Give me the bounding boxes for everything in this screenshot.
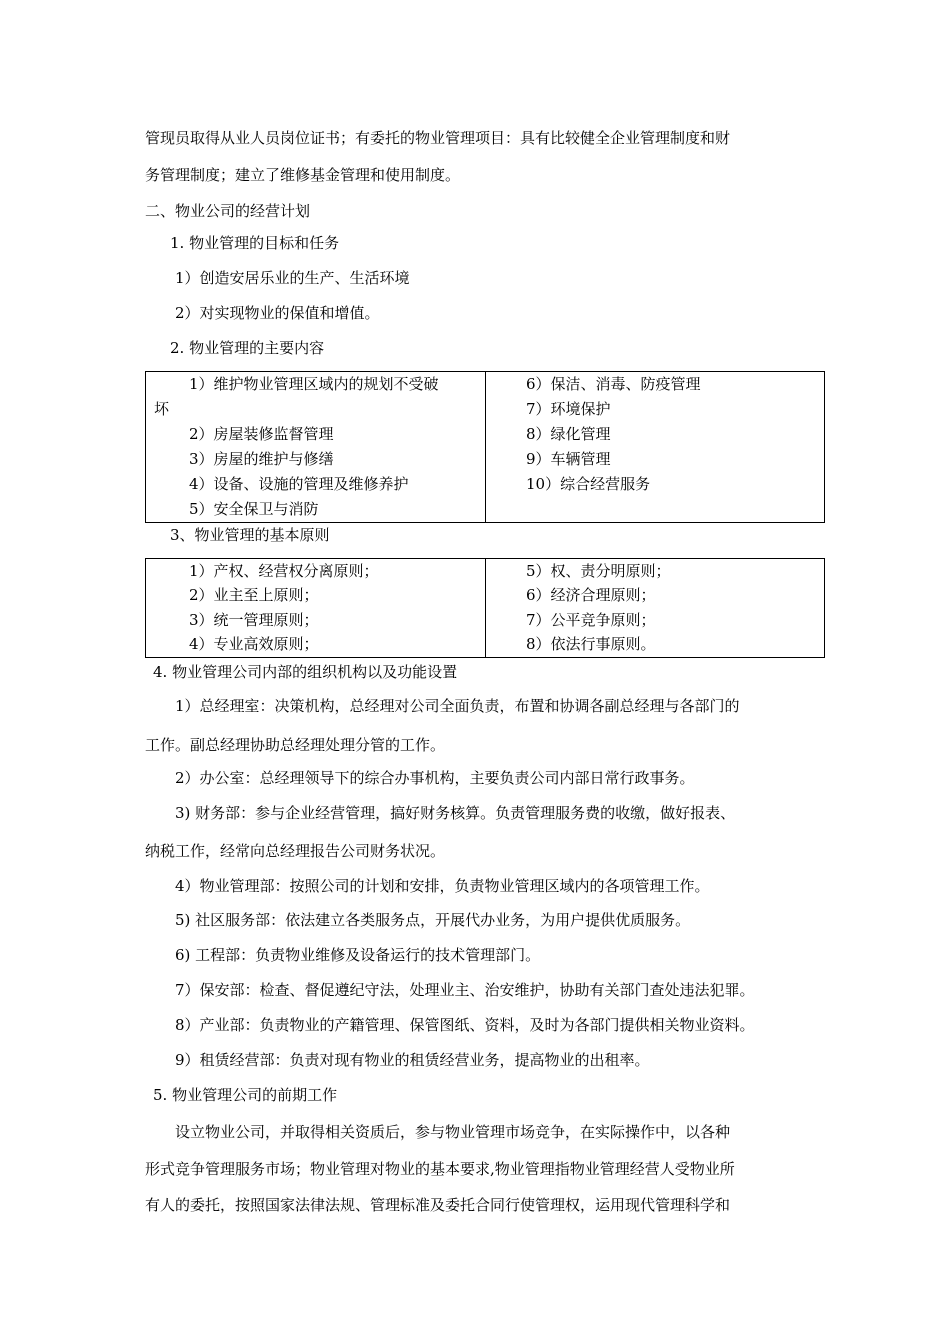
content-item-10: 10）综合经营服务 xyxy=(526,475,651,493)
main-content-left-cell xyxy=(146,372,486,523)
content-item-7: 7）环境保护 xyxy=(526,400,611,418)
principle-2: 2）业主至上原则； xyxy=(189,586,319,605)
content-item-1-cont: 坏 xyxy=(154,400,170,418)
org-line-9: 7）保安部：检查、督促遵纪守法，处理业主、治安维护，协助有关部门查处违法犯罪。 xyxy=(175,981,755,999)
content-item-5: 5）安全保卫与消防 xyxy=(189,500,319,518)
principle-5: 5）权、责分明原则； xyxy=(526,562,671,580)
content-item-6: 6）保洁、消毒、防疫管理 xyxy=(526,375,701,393)
org-line-10: 8）产业部：负责物业的产籍管理、保管图纸、资料，及时为各部门提供相关物业资料。 xyxy=(175,1016,755,1034)
org-line-4: 3) 财务部：参与企业经营管理，搞好财务核算。负责管理服务费的收缴，做好报表、 xyxy=(175,804,736,822)
principle-8: 8）依法行事原则。 xyxy=(526,634,656,653)
principle-3: 3）统一管理原则； xyxy=(189,610,319,629)
principles-right-cell xyxy=(486,559,825,658)
subsection-1-item-2: 2）对实现物业的保值和增值。 xyxy=(175,304,380,322)
content-item-2: 2）房屋装修监督管理 xyxy=(189,425,334,443)
org-line-11: 9）租赁经营部：负责对现有物业的租赁经营业务，提高物业的出租率。 xyxy=(175,1051,650,1069)
section-2-heading: 二、物业公司的经营计划 xyxy=(145,202,311,220)
org-line-1: 1）总经理室：决策机构，总经理对公司全面负责，布置和协调各副总经理与各部门的 xyxy=(175,697,740,715)
org-line-3: 2）办公室：总经理领导下的综合办事机构，主要负责公司内部日常行政事务。 xyxy=(175,769,695,787)
principle-4: 4）专业高效原则； xyxy=(189,634,319,653)
prework-line-1: 设立物业公司，并取得相关资质后，参与物业管理市场竞争，在实际操作中，以各种 xyxy=(175,1123,731,1141)
principles-left-cell xyxy=(146,559,486,658)
content-item-3: 3）房屋的维护与修缮 xyxy=(189,450,334,468)
subsection-1-heading: 1. 物业管理的目标和任务 xyxy=(170,234,340,252)
content-item-9: 9）车辆管理 xyxy=(526,450,611,468)
content-item-4: 4）设备、设施的管理及维修养护 xyxy=(189,475,409,493)
main-content-table xyxy=(145,371,825,523)
subsection-3-heading: 3、物业管理的基本原则 xyxy=(170,526,330,544)
subsection-5-heading: 5. 物业管理公司的前期工作 xyxy=(153,1086,338,1104)
subsection-2-heading: 2. 物业管理的主要内容 xyxy=(170,339,325,357)
org-line-5: 纳税工作，经常向总经理报告公司财务状况。 xyxy=(145,842,446,860)
prework-line-2: 形式竞争管理服务市场；物业管理对物业的基本要求,物业管理指物业管理经营人受物业所 xyxy=(145,1160,735,1178)
subsection-1-item-1: 1）创造安居乐业的生产、生活环境 xyxy=(175,269,410,287)
principle-7: 7）公平竞争原则； xyxy=(526,610,656,629)
org-line-2: 工作。副总经理协助总经理处理分管的工作。 xyxy=(145,736,446,754)
intro-line-1: 管现员取得从业人员岗位证书；有委托的物业管理项目：具有比较健全企业管理制度和财 xyxy=(145,129,731,147)
intro-line-2: 务管理制度；建立了维修基金管理和使用制度。 xyxy=(145,166,461,184)
principle-1: 1）产权、经营权分离原则； xyxy=(189,562,379,580)
subsection-4-heading: 4. 物业管理公司内部的组织机构以及功能设置 xyxy=(153,663,458,681)
main-content-right-cell xyxy=(486,372,825,523)
principles-table xyxy=(145,558,825,658)
org-line-7: 5) 社区服务部：依法建立各类服务点，开展代办业务，为用户提供优质服务。 xyxy=(175,911,691,929)
org-line-8: 6) 工程部：负责物业维修及设备运行的技术管理部门。 xyxy=(175,946,541,964)
prework-line-3: 有人的委托，按照国家法律法规、管理标准及委托合同行使管理权，运用现代管理科学和 xyxy=(145,1196,731,1214)
principle-6: 6）经济合理原则； xyxy=(526,586,656,605)
content-item-1: 1）维护物业管理区域内的规划不受破 xyxy=(189,375,439,393)
org-line-6: 4）物业管理部：按照公司的计划和安排，负责物业管理区域内的各项管理工作。 xyxy=(175,877,710,895)
content-item-8: 8）绿化管理 xyxy=(526,425,611,443)
